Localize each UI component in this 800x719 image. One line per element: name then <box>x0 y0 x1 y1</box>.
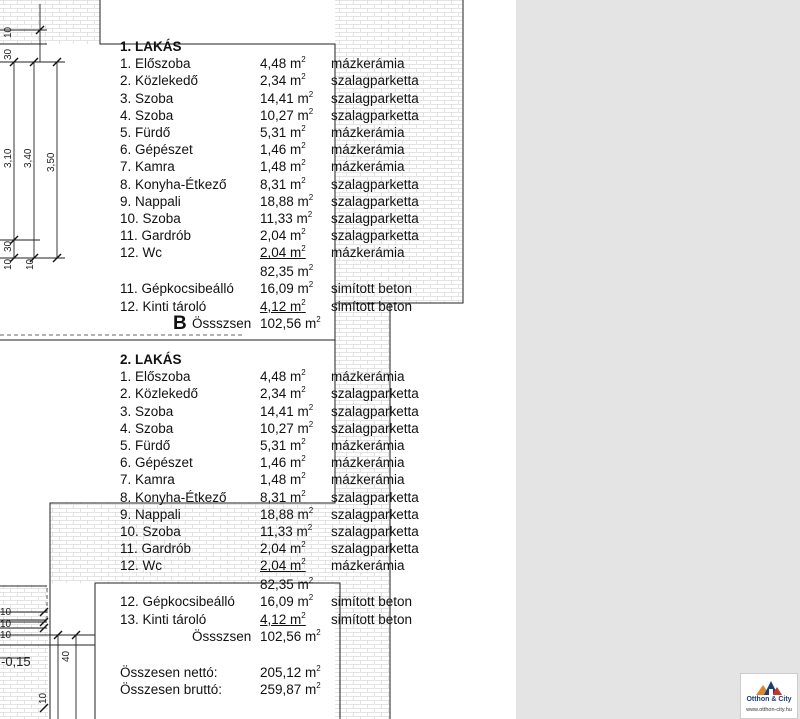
room-area: 16,09 m <box>260 281 309 297</box>
room-name: 3. Szoba <box>120 90 174 106</box>
room-area: 18,88 m <box>260 193 309 209</box>
room-name: 5. Fürdő <box>120 438 171 453</box>
room-material: szalagparketta <box>331 176 419 192</box>
room-name: 2. Közlekedő <box>120 73 199 89</box>
room-material: mázkerámia <box>331 56 405 72</box>
room-material: mázkerámia <box>331 159 405 175</box>
room-area: 10,27 m <box>260 420 309 436</box>
company-logo <box>740 673 798 719</box>
room-material: mázkerámia <box>331 245 405 261</box>
room-material: szalagparketta <box>331 193 419 209</box>
room-material: szalagparketta <box>331 420 419 436</box>
dim-text: 10 <box>3 26 14 38</box>
dim-text: 10 <box>38 692 49 704</box>
room-area: 2,04 m <box>260 541 302 557</box>
dim-text: 3,10 <box>3 148 14 168</box>
room-area: 5,31 m <box>260 125 302 140</box>
room-material: mázkerámia <box>331 472 405 488</box>
room-material: szalagparketta <box>331 541 419 557</box>
room-name: 6. Gépészet <box>120 455 193 471</box>
dim-text: 10 <box>0 619 12 630</box>
room-name: 2. Közlekedő <box>120 386 199 402</box>
room-area: 16,09 m <box>260 594 309 610</box>
room-name: 13. Kinti tároló <box>120 611 207 627</box>
room-area: 8,31 m <box>260 489 302 505</box>
summary-value: 205,12 m <box>260 665 317 680</box>
room-material: mázkerámia <box>331 142 405 158</box>
room-material: szalagparketta <box>331 506 419 522</box>
room-name: 5. Fürdő <box>120 125 171 140</box>
room-name: 4. Szoba <box>120 107 174 123</box>
room-material: simított beton <box>331 594 413 610</box>
room-material: szalagparketta <box>331 211 419 226</box>
room-name: 12. Gépkocsibeálló <box>120 594 235 610</box>
room-area: 1,46 m <box>260 455 302 471</box>
room-material: mázkerámia <box>331 125 405 140</box>
apartment-title: 2. LAKÁS <box>120 352 182 367</box>
room-area: 4,48 m <box>260 369 302 385</box>
room-material: szalagparketta <box>331 73 419 89</box>
floor-plan-sheet: 10 30 3,10 3,40 3,50 30 10 10 10 10 10 -0,15 40 10 B 1. LAKÁS 1. Előszoba 4,48 $m^2$ mázkerámia 2. Közlekedő 2,34 $m^2$ szalagparketta 3. Szoba 14,41 $m^2$ szalagparketta 4. Szoba 10,27 $m^2$ szalagparketta 5. Fürdő 5,31 $m^2$ mázkerámia 6. Gépészet 1,46 $m^2$ mázkerámia 7. Kamra 1,48 $m^2$ mázkerámia 8. Konyha-Étkező 8,31 $m^2$ szalagparketta 9. Nappali 18,88 $m^2$ szalagparketta 10. Szoba 11,33 $m^2$ szalagparketta 11. Gardrób 2,04 $m^2$ szalagparketta 12. Wc 2,04 $m^2$ mázkerámia 82,35 $m^2$ 11. Gépkocsibeálló 16,09 $m^2$ simított beton 12. Kinti tároló 4,12 $m^2$ simított beton Össszsen 102,56 $m^2$ 2. LAKÁS 1. Előszoba 4,48 $m^2$ mázkerámia 2. Közlekedő 2,34 $m^2$ szalagparketta 3. Szoba 14,41 $m^2$ szalagparketta 4. Szoba 10,27 $m^2$ szalagparketta 5. Fürdő 5,31 $m^2$ mázkerámia 6. Gépészet 1,46 $m^2$ mázkerámia 7. Kamra 1,48 $m^2$ mázkerámia 8. Konyha-Étkező 8,31 $m^2$ szalagparketta 9. Nappali 18,88 $m^2$ szalagparketta 10. Szoba 11,33 $m^2$ szalagparketta 11. Gardrób 2,04 $m^2$ szalagparketta 12. Wc 2,04 $m^2$ mázkerámia 82,35 $m^2$ 12. Gépkocsibeálló 16,09 $m^2$ simított beton 13. Kinti tároló 4,12 $m^2$ simított beton Össszsen 102,56 $m^2$ Összesen nettó: 205,12 $m^2$ Összesen bruttó: 259,87 $m^2$ <box>0 0 516 719</box>
room-area: 1,48 m <box>260 159 302 175</box>
logo-url: www.otthon-city.hu <box>746 707 792 713</box>
room-name: 3. Szoba <box>120 403 174 419</box>
room-material: mázkerámia <box>331 369 405 385</box>
room-name: 11. Gépkocsibeálló <box>120 281 234 297</box>
room-name: 12. Wc <box>120 245 163 261</box>
total-value: 102,56 m <box>260 316 317 331</box>
room-area: 2,04 m <box>260 245 302 261</box>
room-material: mázkerámia <box>331 558 405 574</box>
dim-text: 10 <box>0 607 12 618</box>
summary-label: Összesen bruttó: <box>120 682 223 698</box>
dim-text: 30 <box>3 48 14 60</box>
logo-brand: Otthon & City <box>746 696 792 703</box>
unit-b-marker: B <box>173 313 187 334</box>
room-name: 4. Szoba <box>120 420 174 436</box>
room-material: szalagparketta <box>331 524 419 539</box>
room-name: 8. Konyha-Étkező <box>120 489 227 505</box>
room-area: 4,12 m <box>260 298 302 314</box>
room-area: 14,41 m <box>260 403 309 419</box>
total-label: Össszsen <box>192 316 252 331</box>
room-area: 5,31 m <box>260 438 302 453</box>
house-logo-icon <box>754 676 784 696</box>
room-area: 2,34 m <box>260 386 302 402</box>
room-name: 11. Gardrób <box>120 541 192 557</box>
room-material: szalagparketta <box>331 489 419 505</box>
room-area: 4,48 m <box>260 56 302 72</box>
room-name: 7. Kamra <box>120 159 175 175</box>
room-area: 1,48 m <box>260 472 302 488</box>
room-area: 11,33 m <box>260 211 308 226</box>
room-material: szalagparketta <box>331 90 419 106</box>
apartment-title: 1. LAKÁS <box>120 39 182 54</box>
room-name: 8. Konyha-Étkező <box>120 176 227 192</box>
room-material: szalagparketta <box>331 107 419 123</box>
room-name: 12. Kinti tároló <box>120 298 207 314</box>
room-name: 9. Nappali <box>120 193 181 209</box>
subtotal-value: 82,35 m <box>260 577 309 592</box>
room-name: 1. Előszoba <box>120 56 191 72</box>
dim-text: 10 <box>3 258 14 270</box>
room-area: 2,34 m <box>260 73 302 89</box>
room-area: 11,33 m <box>260 524 308 539</box>
room-name: 1. Előszoba <box>120 369 191 385</box>
room-area: 4,12 m <box>260 611 302 627</box>
room-area: 8,31 m <box>260 176 302 192</box>
dim-text: 10 <box>25 258 36 270</box>
room-material: simított beton <box>331 281 413 297</box>
dim-text: 3,50 <box>46 152 57 172</box>
subtotal-value: 82,35 m <box>260 264 309 279</box>
dim-text: 30 <box>3 240 14 252</box>
room-name: 6. Gépészet <box>120 142 193 158</box>
total-value: 102,56 m <box>260 629 317 644</box>
room-area: 18,88 m <box>260 506 309 522</box>
room-area: 1,46 m <box>260 142 302 158</box>
room-name: 12. Wc <box>120 558 163 574</box>
room-area: 10,27 m <box>260 107 309 123</box>
room-material: szalagparketta <box>331 403 419 419</box>
room-name: 7. Kamra <box>120 472 175 488</box>
room-area: 2,04 m <box>260 228 302 244</box>
room-name: 10. Szoba <box>120 211 181 226</box>
room-material: szalagparketta <box>331 386 419 402</box>
summary-value: 259,87 m <box>260 682 317 698</box>
dim-text: 40 <box>61 650 72 662</box>
room-name: 11. Gardrób <box>120 228 192 244</box>
room-area: 14,41 m <box>260 90 309 106</box>
room-material: mázkerámia <box>331 438 405 453</box>
room-name: 9. Nappali <box>120 506 181 522</box>
room-material: simított beton <box>331 611 413 627</box>
room-material: szalagparketta <box>331 228 419 244</box>
dim-text: 10 <box>0 630 12 641</box>
room-material: mázkerámia <box>331 455 405 471</box>
total-label: Össszsen <box>192 629 252 644</box>
gray-background-panel <box>516 0 800 719</box>
level-mark: -0,15 <box>1 654 31 669</box>
summary-label: Összesen nettó: <box>120 665 218 680</box>
room-area: 2,04 m <box>260 558 302 574</box>
dim-text: 3,40 <box>23 148 34 168</box>
room-name: 10. Szoba <box>120 524 181 539</box>
room-material: simított beton <box>331 298 413 314</box>
